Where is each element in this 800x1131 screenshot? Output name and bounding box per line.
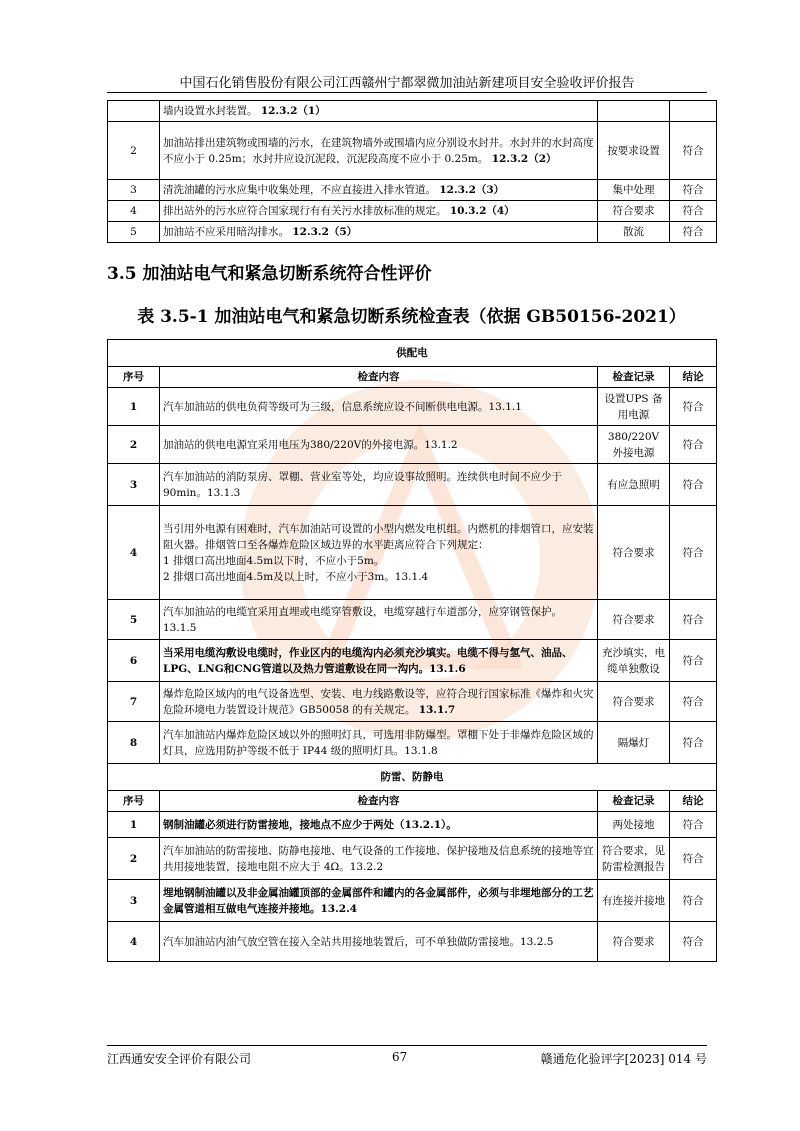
column-header-record: 检查记录 [598, 791, 670, 812]
conclusion: 符合 [670, 222, 717, 243]
table-row [108, 600, 717, 640]
table-row [108, 838, 717, 880]
row-number: 3 [108, 180, 160, 201]
check-record: 符合要求 [598, 600, 670, 640]
row-content [160, 388, 598, 426]
clause-reference: 12.3.2（1） [260, 105, 326, 117]
group-title: 防雷、防静电 [108, 764, 717, 791]
check-record: 符合要求 [598, 201, 670, 222]
conclusion: 符合 [670, 838, 717, 880]
table-caption: 表 3.5-1 加油站电气和紧急切断系统检查表（依据 GB50156-2021） [137, 307, 686, 327]
conclusion: 符合 [670, 640, 717, 682]
content-text: 加油站的供电电源宜采用电压为380/220V的外接电源。13.1.2 [163, 438, 458, 451]
content-text: 排出站外的污水应符合国家现行有有关污水排放标准的规定。 [163, 205, 447, 217]
conclusion: 符合 [670, 506, 717, 600]
conclusion: 符合 [670, 201, 717, 222]
row-number: 5 [108, 222, 160, 243]
row-content [160, 180, 598, 201]
row-content [160, 812, 598, 838]
footer-doc-number: 赣通危化验评字[2023] 014 号 [540, 1052, 707, 1066]
content-text: 汽车加油站的消防泵房、罩棚、营业室等处，均应设事故照明。连续供电时间不应少于90min。13.1.3 [163, 470, 562, 499]
column-header-result: 结论 [670, 791, 717, 812]
check-record: 有应急照明 [598, 464, 670, 506]
column-header-content: 检查内容 [160, 367, 598, 388]
page-number: 67 [392, 1050, 408, 1064]
table-row [108, 682, 717, 722]
row-content [160, 101, 598, 122]
row-content [160, 640, 598, 682]
row-content [160, 506, 598, 600]
row-content [160, 722, 598, 764]
content-text: 汽车加油站的电缆宜采用直埋或电缆穿管敷设，电缆穿越行车道部分，应穿钢管保护。13.1.5 [163, 605, 562, 634]
row-number: 2 [108, 426, 160, 464]
row-number: 1 [108, 812, 160, 838]
row-number: 4 [108, 922, 160, 962]
table-row [108, 922, 717, 962]
column-header-content: 检查内容 [160, 791, 598, 812]
row-content [160, 222, 598, 243]
row-number: 1 [108, 388, 160, 426]
content-text: 加油站排出建筑物或围墙的污水，在建筑物墙外或围墙内应分别设水封井。水封井的水封高度不应小于 0.25m；水封井应设沉泥段，沉泥段高度不应小于 0.25m。 [163, 136, 594, 165]
content-text: 汽车加油站内油气放空管在接入全站共用接地装置后，可不单独做防雷接地。13.2.5 [163, 935, 554, 948]
column-header-no: 序号 [108, 367, 160, 388]
check-record: 按要求设置 [598, 122, 670, 180]
content-text: 墙内设置水封装置。 [163, 105, 258, 117]
row-number: 2 [108, 838, 160, 880]
clause-reference: 12.3.2（3） [439, 184, 505, 196]
row-number: 3 [108, 880, 160, 922]
row-content [160, 922, 598, 962]
content-text: 钢制油罐必须进行防雷接地，接地点不应少于两处（13.2.1）。 [163, 818, 457, 831]
clause-reference: 13.1.7 [418, 703, 456, 716]
footer-company: 江西通安安全评价有限公司 [107, 1052, 252, 1066]
group-header-row [108, 764, 717, 791]
header-rule [107, 92, 707, 93]
row-number: 4 [108, 506, 160, 600]
content-text: 爆炸危险区域内的电气设备选型、安装、电力线路敷设等，应符合现行国家标准《爆炸和火灾危险环境电力装置设计规范》GB50058 的有关规定。 [163, 687, 594, 716]
check-record: 符合要求 [598, 506, 670, 600]
content-text: 埋地钢制油罐以及非金属油罐顶部的金属部件和罐内的各金属部件，必须与非埋地部分的工艺金属管道相互做电气连接并接地。13.2.4 [163, 886, 594, 915]
row-number: 3 [108, 464, 160, 506]
check-record: 充沙填实，电缆单独敷设 [598, 640, 670, 682]
electrical-check-table [107, 339, 717, 962]
conclusion: 符合 [670, 812, 717, 838]
column-header-no: 序号 [108, 791, 160, 812]
content-text: 清洗油罐的污水应集中收集处理，不应直接进入排水管道。 [163, 184, 436, 196]
content-text: 汽车加油站内爆炸危险区域以外的照明灯具，可选用非防爆型。罩棚下处于非爆炸危险区域的灯具，应选用防护等级不低于 IP44 级的照明灯具。13.1.8 [163, 728, 594, 757]
row-number: 7 [108, 682, 160, 722]
conclusion: 符合 [670, 880, 717, 922]
column-header-row [108, 791, 717, 812]
row-number: 5 [108, 600, 160, 640]
page-header: 中国石化销售股份有限公司江西赣州宁都翠微加油站新建项目安全验收评价报告 [179, 76, 635, 91]
check-record: 散流 [598, 222, 670, 243]
conclusion: 符合 [670, 722, 717, 764]
conclusion: 符合 [670, 388, 717, 426]
column-header-row [108, 367, 717, 388]
row-content [160, 880, 598, 922]
table-row [108, 880, 717, 922]
content-text: 当引用外电源有困难时，汽车加油站可设置的小型内燃发电机组。内燃机的排烟管口，应安装阻火器。排烟管口至各爆炸危险区域边界的水平距离应符合下列规定： 1 排烟口高出地面4.5m以下时，不应小于5m。 2 排烟口高出地面4.5m及以上时，不应小于3m。13.1.4 [163, 522, 594, 583]
conclusion [670, 101, 717, 122]
content-text: 汽车加油站的防雷接地、防静电接地、电气设备的工作接地、保护接地及信息系统的接地等宜共用接地装置，接地电阻不应大于 4Ω。13.2.2 [163, 844, 594, 873]
table-row [108, 722, 717, 764]
check-record: 设置UPS 备用电源 [598, 388, 670, 426]
conclusion: 符合 [670, 600, 717, 640]
table-row [108, 388, 717, 426]
row-number: 6 [108, 640, 160, 682]
clause-reference: 10.3.2（4） [449, 205, 515, 217]
footer-rule [107, 1045, 707, 1046]
table-row [108, 426, 717, 464]
check-record: 集中处理 [598, 180, 670, 201]
check-record: 380/220V 外接电源 [598, 426, 670, 464]
check-record: 隔爆灯 [598, 722, 670, 764]
table-row [108, 812, 717, 838]
content-text: 汽车加油站的供电负荷等级可为三级，信息系统应设不间断供电电源。13.1.1 [163, 400, 522, 413]
group-title: 供配电 [108, 340, 717, 367]
row-number [108, 101, 160, 122]
row-content [160, 426, 598, 464]
check-record: 有连接并接地 [598, 880, 670, 922]
row-number: 4 [108, 201, 160, 222]
group-header-row [108, 340, 717, 367]
conclusion: 符合 [670, 464, 717, 506]
row-content [160, 682, 598, 722]
check-record: 符合要求 [598, 682, 670, 722]
table-row [108, 506, 717, 600]
row-content [160, 122, 598, 180]
table-row [108, 464, 717, 506]
content-text: 当采用电缆沟敷设电缆时，作业区内的电缆沟内必须充沙填实。电缆不得与氢气、油品、LPG、LNG和CNG管道以及热力管道敷设在同一沟内。13.1.6 [163, 646, 573, 675]
row-content [160, 838, 598, 880]
row-number: 8 [108, 722, 160, 764]
column-header-result: 结论 [670, 367, 717, 388]
row-number: 2 [108, 122, 160, 180]
table-row [108, 180, 717, 201]
conclusion: 符合 [670, 180, 717, 201]
table-row [108, 222, 717, 243]
check-record: 符合要求，见防雷检测报告 [598, 838, 670, 880]
content-text: 加油站不应采用暗沟排水。 [163, 226, 289, 238]
column-header-record: 检查记录 [598, 367, 670, 388]
table-row [108, 640, 717, 682]
conclusion: 符合 [670, 922, 717, 962]
previous-table-continuation [107, 100, 717, 243]
table-row [108, 101, 717, 122]
conclusion: 符合 [670, 122, 717, 180]
section-title: 3.5 加油站电气和紧急切断系统符合性评价 [107, 264, 432, 284]
clause-reference: 12.3.2（5） [292, 226, 358, 238]
conclusion: 符合 [670, 682, 717, 722]
clause-reference: 12.3.2（2） [491, 152, 557, 165]
row-content [160, 201, 598, 222]
table-row [108, 122, 717, 180]
check-record: 符合要求 [598, 922, 670, 962]
check-record [598, 101, 670, 122]
check-record: 两处接地 [598, 812, 670, 838]
row-content [160, 600, 598, 640]
table-row [108, 201, 717, 222]
row-content [160, 464, 598, 506]
conclusion: 符合 [670, 426, 717, 464]
